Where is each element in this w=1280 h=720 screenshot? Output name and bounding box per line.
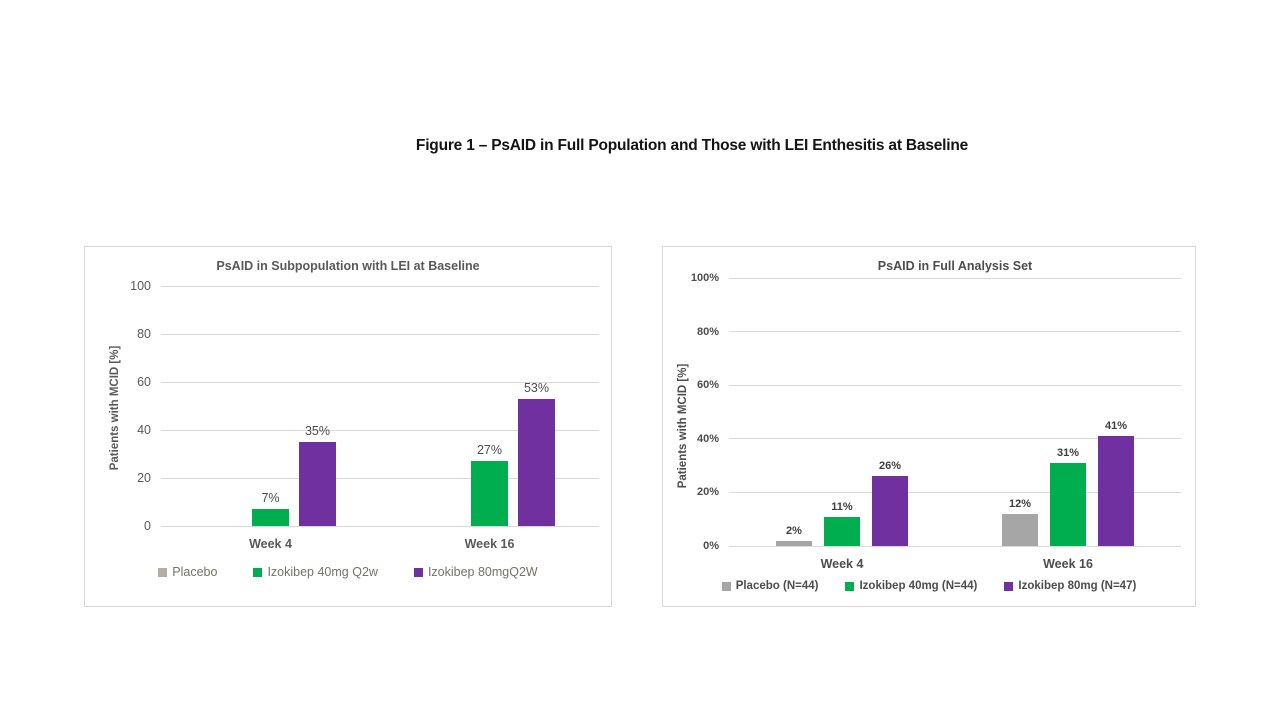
gridline: [729, 385, 1181, 386]
legend-item: [722, 580, 819, 592]
legend-label: Placebo (N=44): [735, 580, 819, 592]
y-tick-label: 0%: [703, 540, 719, 552]
y-tick-label: 100: [130, 279, 151, 293]
bar: [471, 461, 508, 526]
legend-swatch: [1004, 582, 1013, 591]
gridline: [161, 286, 599, 287]
bar: [518, 399, 555, 526]
bar-value-label: 12%: [1008, 497, 1032, 510]
y-tick-label: 80%: [696, 325, 719, 338]
bar-value-label: 35%: [304, 424, 331, 438]
gridline: [161, 334, 599, 335]
y-tick-label: 20: [137, 471, 151, 485]
legend-item: [1004, 580, 1136, 592]
legend-label: Izokibep 80mg (N=47): [1018, 580, 1137, 592]
bar-value-label: 26%: [878, 460, 902, 473]
plot-area: [729, 278, 1181, 546]
bar-value-label: 7%: [261, 491, 280, 506]
bar: [1098, 436, 1134, 546]
legend-label: Izokibep 40mg Q2w: [267, 565, 378, 579]
legend-swatch: [158, 568, 167, 577]
y-axis-title-text: Patients with MCID [%]: [677, 363, 689, 489]
bar: [824, 517, 860, 546]
figure-title: Figure 1 – PsAID in Full Population and Those with LEI Enthesitis at Baseline: [415, 137, 969, 154]
legend-label: Izokibep 80mgQ2W: [427, 565, 538, 579]
category-label: Week 4: [249, 537, 292, 551]
y-tick-label: 80: [137, 327, 151, 341]
legend-label: Izokibep 40mg (N=44): [859, 580, 978, 592]
chart-panel-subpopulation: [84, 246, 612, 607]
bar: [1002, 514, 1038, 546]
chart-title: PsAID in Subpopulation with LEI at Baseline: [216, 259, 480, 273]
gridline: [729, 278, 1181, 279]
bar: [1050, 463, 1086, 546]
legend-swatch: [253, 568, 262, 577]
category-label: Week 16: [1043, 557, 1093, 571]
y-tick-label: 60: [137, 375, 151, 389]
legend-label: Placebo: [172, 565, 218, 579]
category-label: Week 4: [820, 557, 864, 571]
bar: [299, 442, 336, 526]
bar: [872, 476, 908, 546]
plot-area: [161, 286, 599, 526]
y-tick-label: 40: [137, 423, 151, 437]
bar-value-label: 31%: [1056, 446, 1080, 459]
legend-item: [845, 580, 977, 592]
legend-item: [414, 565, 538, 579]
y-tick-label: 40%: [696, 432, 719, 445]
bar-value-label: 53%: [523, 380, 550, 395]
y-tick-label: 0: [144, 519, 151, 533]
bar: [776, 541, 812, 546]
y-tick-label: 20%: [696, 486, 719, 499]
chart-panel-full-analysis: [662, 246, 1196, 607]
bar-value-label: 2%: [786, 524, 802, 537]
legend-item: [253, 565, 377, 579]
legend: [85, 565, 611, 579]
gridline: [729, 331, 1181, 332]
y-tick-label: 60%: [696, 379, 719, 392]
legend-swatch: [845, 582, 854, 591]
legend-swatch: [722, 582, 731, 591]
y-axis-title-text: Patients with MCID [%]: [109, 345, 121, 471]
bar-value-label: 11%: [831, 500, 853, 513]
bar: [252, 509, 289, 526]
chart-title: PsAID in Full Analysis Set: [877, 259, 1033, 273]
legend-item: [158, 565, 217, 579]
category-label: Week 16: [464, 537, 515, 551]
y-tick-label: 100%: [690, 272, 719, 284]
bar-value-label: 41%: [1104, 420, 1128, 433]
legend-swatch: [414, 568, 423, 577]
legend: [663, 580, 1195, 592]
bar-value-label: 27%: [476, 443, 503, 458]
